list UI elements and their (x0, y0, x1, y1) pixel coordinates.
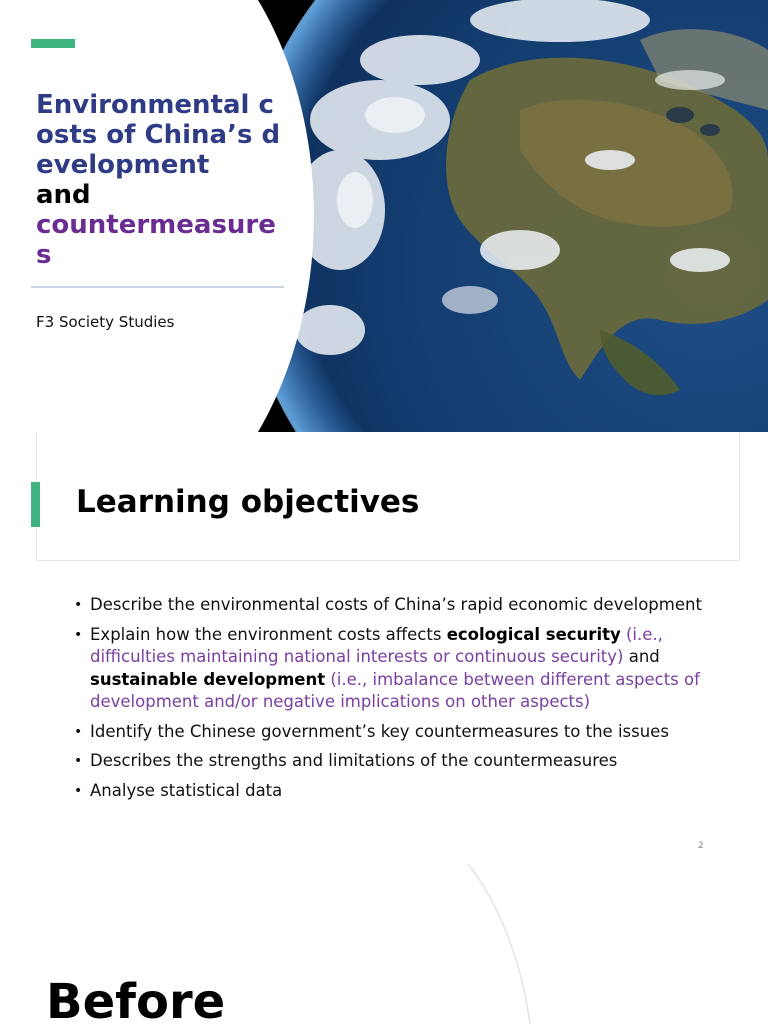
title-line-main: Environmental costs of China’s development (36, 90, 281, 180)
list-item (74, 780, 714, 803)
accent-bar (31, 39, 75, 48)
learning-objectives-slide (0, 432, 768, 864)
objective-text: Identify the Chinese government’s key countermeasures to the issues (90, 721, 669, 741)
objective-text: Describe the environmental costs of China’s rapid economic development (90, 595, 702, 614)
list-item (74, 594, 714, 617)
title-divider (31, 286, 284, 288)
objective-text: Analyse statistical data (90, 780, 283, 800)
objective-text: Explain how the environment costs affects (90, 624, 447, 644)
page-number: 2 (698, 841, 704, 851)
accent-bar (31, 482, 40, 527)
title-line-countermeasures: countermeasures (36, 210, 276, 270)
definition-ecological-security: (i.e., difficulties maintaining national interests or continuous security) (90, 624, 663, 666)
definition-sustainable-development: (i.e., imbalance between different aspects of development and/or negative implications on other aspects) (90, 669, 700, 711)
title-line-and: and (36, 180, 91, 210)
title-slide (0, 0, 768, 432)
list-item (74, 624, 714, 714)
term-sustainable-development: sustainable development (90, 669, 326, 689)
slide-subtitle: F3 Society Studies (36, 313, 175, 331)
objective-text: Describes the strengths and limitations of the countermeasures (90, 751, 618, 770)
objective-text: and (623, 647, 660, 666)
list-item (74, 750, 714, 773)
list-item (74, 721, 714, 744)
slide-title (36, 90, 286, 270)
section-title: Before (46, 974, 226, 1024)
objectives-list (74, 594, 714, 809)
section-title: Learning objectives (76, 484, 420, 520)
term-ecological-security: ecological security (446, 624, 621, 644)
before-slide (0, 864, 768, 1024)
